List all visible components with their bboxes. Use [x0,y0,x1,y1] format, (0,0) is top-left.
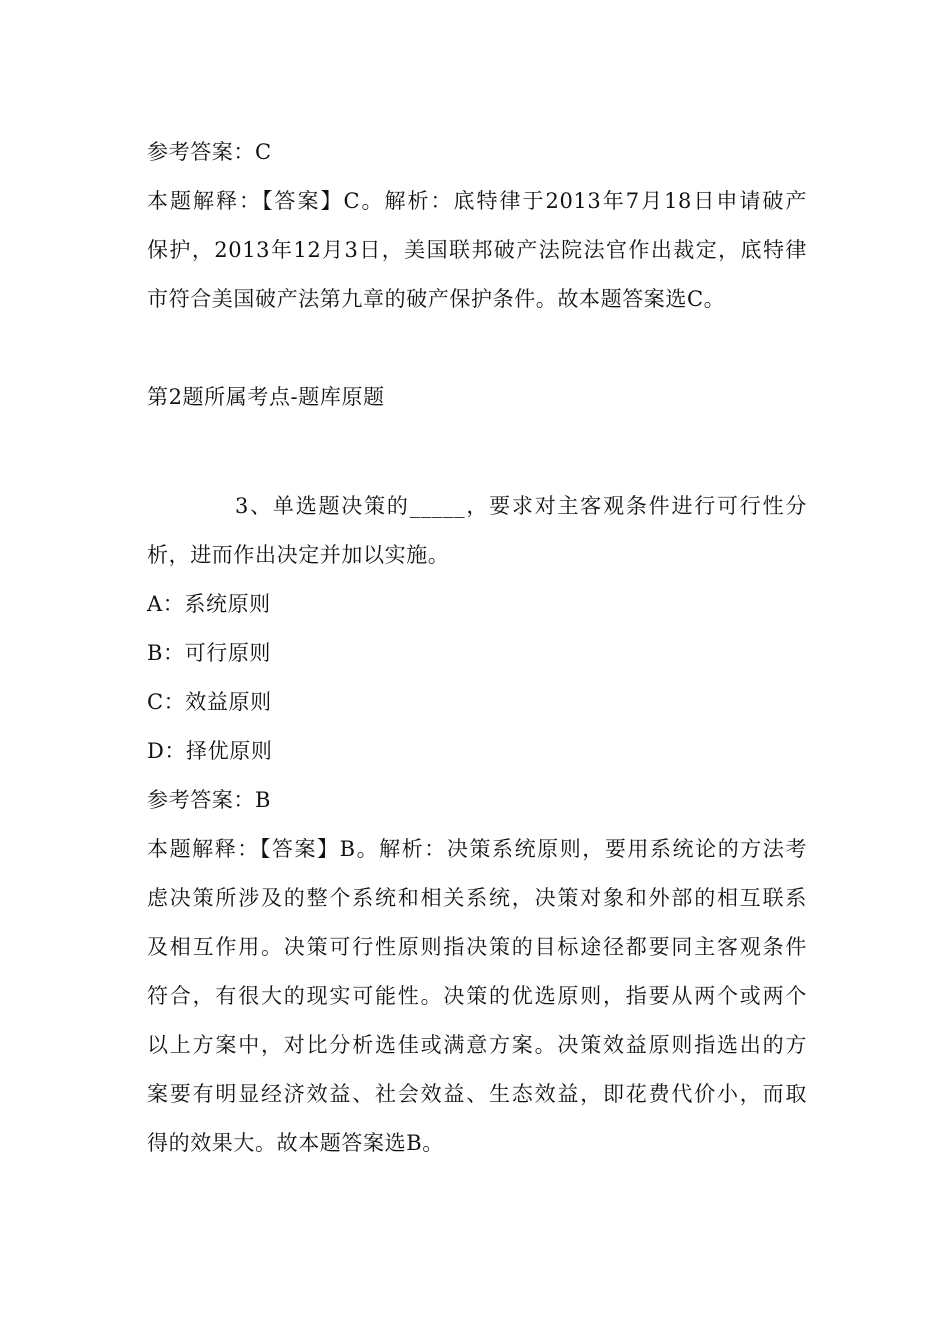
option-d: D：择优原则 [147,739,273,763]
option-c: C：效益原则 [147,690,272,714]
section-spacer [147,422,807,482]
q3-explanation-line: 符合，有很大的现实可能性。决策的优选原则，指要从两个或两个 [147,984,807,1008]
q3-answer: 参考答案：B [147,788,272,812]
document-content [147,128,807,1168]
q3-explanation-line: 及相互作用。决策可行性原则指决策的目标途径都要同主客观条件 [147,935,807,959]
q2-topic: 第2题所属考点-题库原题 [147,385,385,409]
q3-explanation-line: 本题解释：【答案】B。解析：决策系统原则，要用系统论的方法考 [147,837,807,861]
q3-question [147,482,807,580]
q2-answer: 参考答案：C [147,140,272,164]
section-spacer [147,324,807,373]
q2-explanation-line: 保护，2013年12月3日，美国联邦破产法院法官作出裁定，底特律 [147,238,807,262]
q2-explanation-line: 市符合美国破产法第九章的破产保护条件。故本题答案选C。 [147,287,726,311]
q3-question-line: 析，进而作出决定并加以实施。 [147,543,450,567]
q3-explanation-line: 得的效果大。故本题答案选B。 [147,1131,444,1155]
q3-explanation [147,825,807,1168]
option-b: B：可行原则 [147,641,272,665]
q3-explanation-line: 以上方案中，对比分析选佳或满意方案。决策效益原则指选出的方 [147,1033,807,1057]
q3-explanation-line: 虑决策所涉及的整个系统和相关系统，决策对象和外部的相互联系 [147,886,807,910]
q3-options [147,580,807,776]
option-a: A：系统原则 [147,592,271,616]
q3-explanation-line: 案要有明显经济效益、社会效益、生态效益，即花费代价小，而取 [147,1082,807,1106]
q2-explanation-line: 本题解释：【答案】C。解析：底特律于2013年7月18日申请破产 [147,189,807,213]
q2-explanation [147,177,807,324]
q3-question-line: 3、单选题决策的_____，要求对主客观条件进行可行性分 [235,494,807,518]
